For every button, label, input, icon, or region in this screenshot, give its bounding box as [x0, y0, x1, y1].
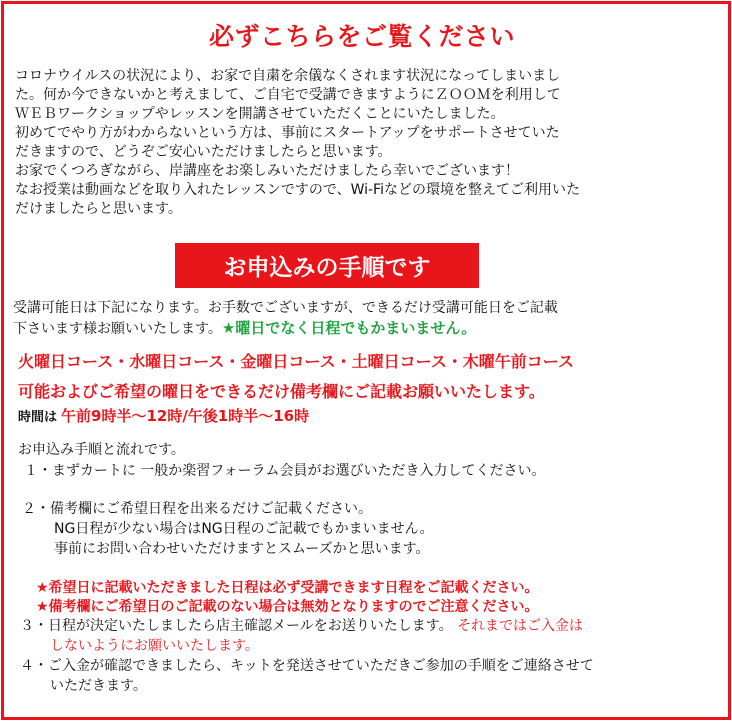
course-list: 火曜日コース・水曜日コース・金曜日コース・土曜日コース・木曜午前コース — [18, 352, 575, 371]
intro-line: なお授業は動画などを取り入れたレッスンですので、Wi-Fiなどの環境を整えてご利用いた — [15, 182, 580, 198]
step-2: ２・備考欄にご希望日程を出来るだけご記載ください。 — [22, 501, 372, 517]
intro-line: だきますので、どうぞご安心いただけましたらと思います。 — [15, 144, 392, 160]
request-note: 可能およびご希望の曜日をできるだけ備考欄にご記載お願いいたします。 — [18, 382, 545, 401]
step-1: １・まずカートに 一般か楽習フォーラム会員がお選びいただき入力してください。 — [24, 463, 546, 479]
step-3-text: ３・日程が決定いたしましたら店主確認メールをお送りいたします。 — [20, 618, 453, 634]
schedule-text: 下さいます様お願いいたします。 — [13, 321, 222, 337]
time-row — [18, 405, 309, 426]
step-2-detail: 事前にお問い合わせいただけますとスムーズかと思います。 — [54, 541, 430, 557]
page-heading: 必ずこちらをご覧ください — [208, 22, 515, 51]
warning-1: ★希望日に記載いただきました日程は必ず受講できます日程をご記載ください。 — [36, 580, 539, 596]
time-label: 時間は — [18, 410, 58, 425]
schedule-note: ★曜日でなく日程でもかまいません。 — [221, 319, 477, 337]
banner-text: お申込みの手順です — [223, 255, 431, 281]
intro-line: だけましたらと思います。 — [15, 201, 182, 217]
step-3 — [20, 617, 583, 636]
intro-line: ＷＥＢワークショップやレッスンを開講させていただくことにいたしました。 — [15, 106, 505, 122]
intro-line: 初めてでやり方がわからないという方は、事前にスタートアップをサポートさせていた — [15, 125, 560, 141]
warning-2: ★備考欄にご希望日のご記載のない場合は無効となりますのでご注意ください。 — [36, 599, 539, 615]
step-3-caution-2: しないようにお願いいたします。 — [50, 638, 259, 654]
intro-line: お家でくつろぎながら、岸講座をお楽しみいただけましたら幸いでございます！ — [15, 163, 519, 179]
schedule-line: 受講可能日は下記になります。お手数でございますが、できるだけ受講可能日をご記載 — [13, 300, 558, 316]
step-4: ４・ご入金が確認できましたら、キットを発送させていただきご参加の手順をご連絡させて — [20, 658, 594, 674]
intro-line: コロナウイルスの状況により、お家で自粛を余儀なくされます状況になってしまいまし — [15, 68, 561, 84]
step-3-caution: それまではご入金は — [457, 618, 584, 634]
intro-line: た。何か今できないかと考えまして、ご自宅で受講できますようにＺＯＯＭを利用して — [15, 87, 561, 103]
flow-title: お申込み手順と流れです。 — [18, 442, 185, 458]
schedule-line-2 — [13, 319, 476, 338]
procedure-banner — [175, 243, 479, 288]
step-4-detail: いただきます。 — [50, 678, 147, 694]
step-2-detail: NG日程が少ない場合はNG日程のご記載でもかまいません。 — [54, 521, 434, 537]
time-value: 午前9時半～12時/午後1時半～16時 — [61, 407, 310, 425]
